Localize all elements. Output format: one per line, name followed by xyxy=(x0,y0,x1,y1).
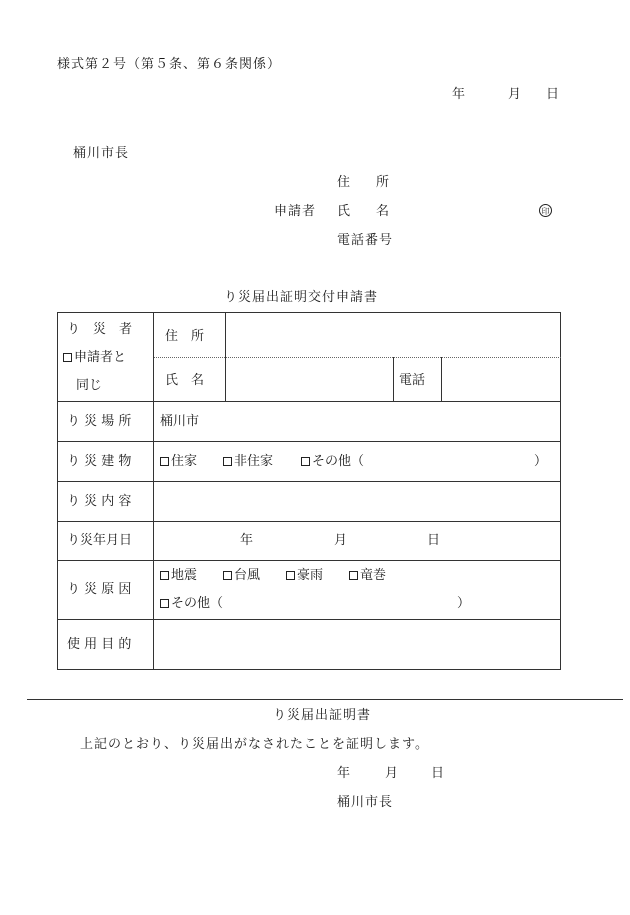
certificate-title: り災届出証明書 xyxy=(273,708,372,723)
section-divider xyxy=(27,699,623,700)
checkbox-icon[interactable] xyxy=(63,353,72,362)
cause-option-heavy-rain[interactable]: 豪雨 xyxy=(286,569,323,582)
applicant-address-label: 住 所 xyxy=(337,175,390,190)
checkbox-icon[interactable] xyxy=(223,571,232,580)
form-title: り災届出証明交付申請書 xyxy=(224,290,379,305)
victim-phone-label: 電話 xyxy=(399,373,426,388)
location-value: 桶川市 xyxy=(160,414,200,429)
application-table xyxy=(57,312,561,670)
checkbox-icon[interactable] xyxy=(286,571,295,580)
certificate-date-day: 日 xyxy=(431,766,445,781)
checkbox-icon[interactable] xyxy=(349,571,358,580)
location-label: り 災 場 所 xyxy=(67,414,132,429)
applicant-label: 申請者 xyxy=(274,204,317,219)
victim-name-label: 氏 名 xyxy=(165,373,205,388)
disaster-date-month: 月 xyxy=(334,533,348,548)
cause-label: り 災 原 因 xyxy=(67,582,132,597)
checkbox-icon[interactable] xyxy=(160,571,169,580)
building-other-close: ） xyxy=(534,454,548,469)
victim-label: り 災 者 xyxy=(67,322,133,337)
certificate-date-year: 年 xyxy=(337,766,351,781)
disaster-date-day: 日 xyxy=(427,533,441,548)
same-as-applicant-checkbox[interactable] xyxy=(63,351,126,364)
cause-other-close: ） xyxy=(457,596,471,611)
same-as-applicant-label-2: 同じ xyxy=(76,378,103,393)
purpose-label: 使 用 目 的 xyxy=(67,637,132,652)
building-option-other[interactable]: その他（ xyxy=(301,455,364,468)
date-label: り災年月日 xyxy=(67,533,133,548)
building-label: り 災 建 物 xyxy=(67,454,132,469)
certificate-body: 上記のとおり、り災届出がなされたことを証明します。 xyxy=(80,737,429,752)
certificate-date-month: 月 xyxy=(385,766,399,781)
victim-address-label: 住 所 xyxy=(165,329,205,344)
header-date-year: 年 xyxy=(452,87,466,102)
cause-option-earthquake[interactable]: 地震 xyxy=(160,569,197,582)
checkbox-icon[interactable] xyxy=(160,599,169,608)
building-option-house[interactable]: 住家 xyxy=(160,455,197,468)
form-number: 様式第２号（第５条、第６条関係） xyxy=(57,57,282,72)
header-date-month: 月 xyxy=(508,87,522,102)
building-option-non-house[interactable]: 非住家 xyxy=(223,455,273,468)
checkbox-icon[interactable] xyxy=(301,457,310,466)
same-as-applicant-label: 申請者と xyxy=(74,350,127,365)
checkbox-icon[interactable] xyxy=(223,457,232,466)
certificate-issuer: 桶川市長 xyxy=(337,795,394,810)
cause-option-other[interactable]: その他（ xyxy=(160,597,223,610)
checkbox-icon[interactable] xyxy=(160,457,169,466)
cause-option-typhoon[interactable]: 台風 xyxy=(223,569,260,582)
seal-mark: 印 xyxy=(539,204,552,217)
header-date-day: 日 xyxy=(546,87,560,102)
disaster-date-year: 年 xyxy=(240,533,254,548)
applicant-name-label: 氏 名 xyxy=(337,204,390,219)
applicant-phone-label: 電話番号 xyxy=(337,233,394,248)
content-label: り 災 内 容 xyxy=(67,494,132,509)
cause-option-tornado[interactable]: 竜巻 xyxy=(349,569,386,582)
addressee: 桶川市長 xyxy=(73,146,130,161)
